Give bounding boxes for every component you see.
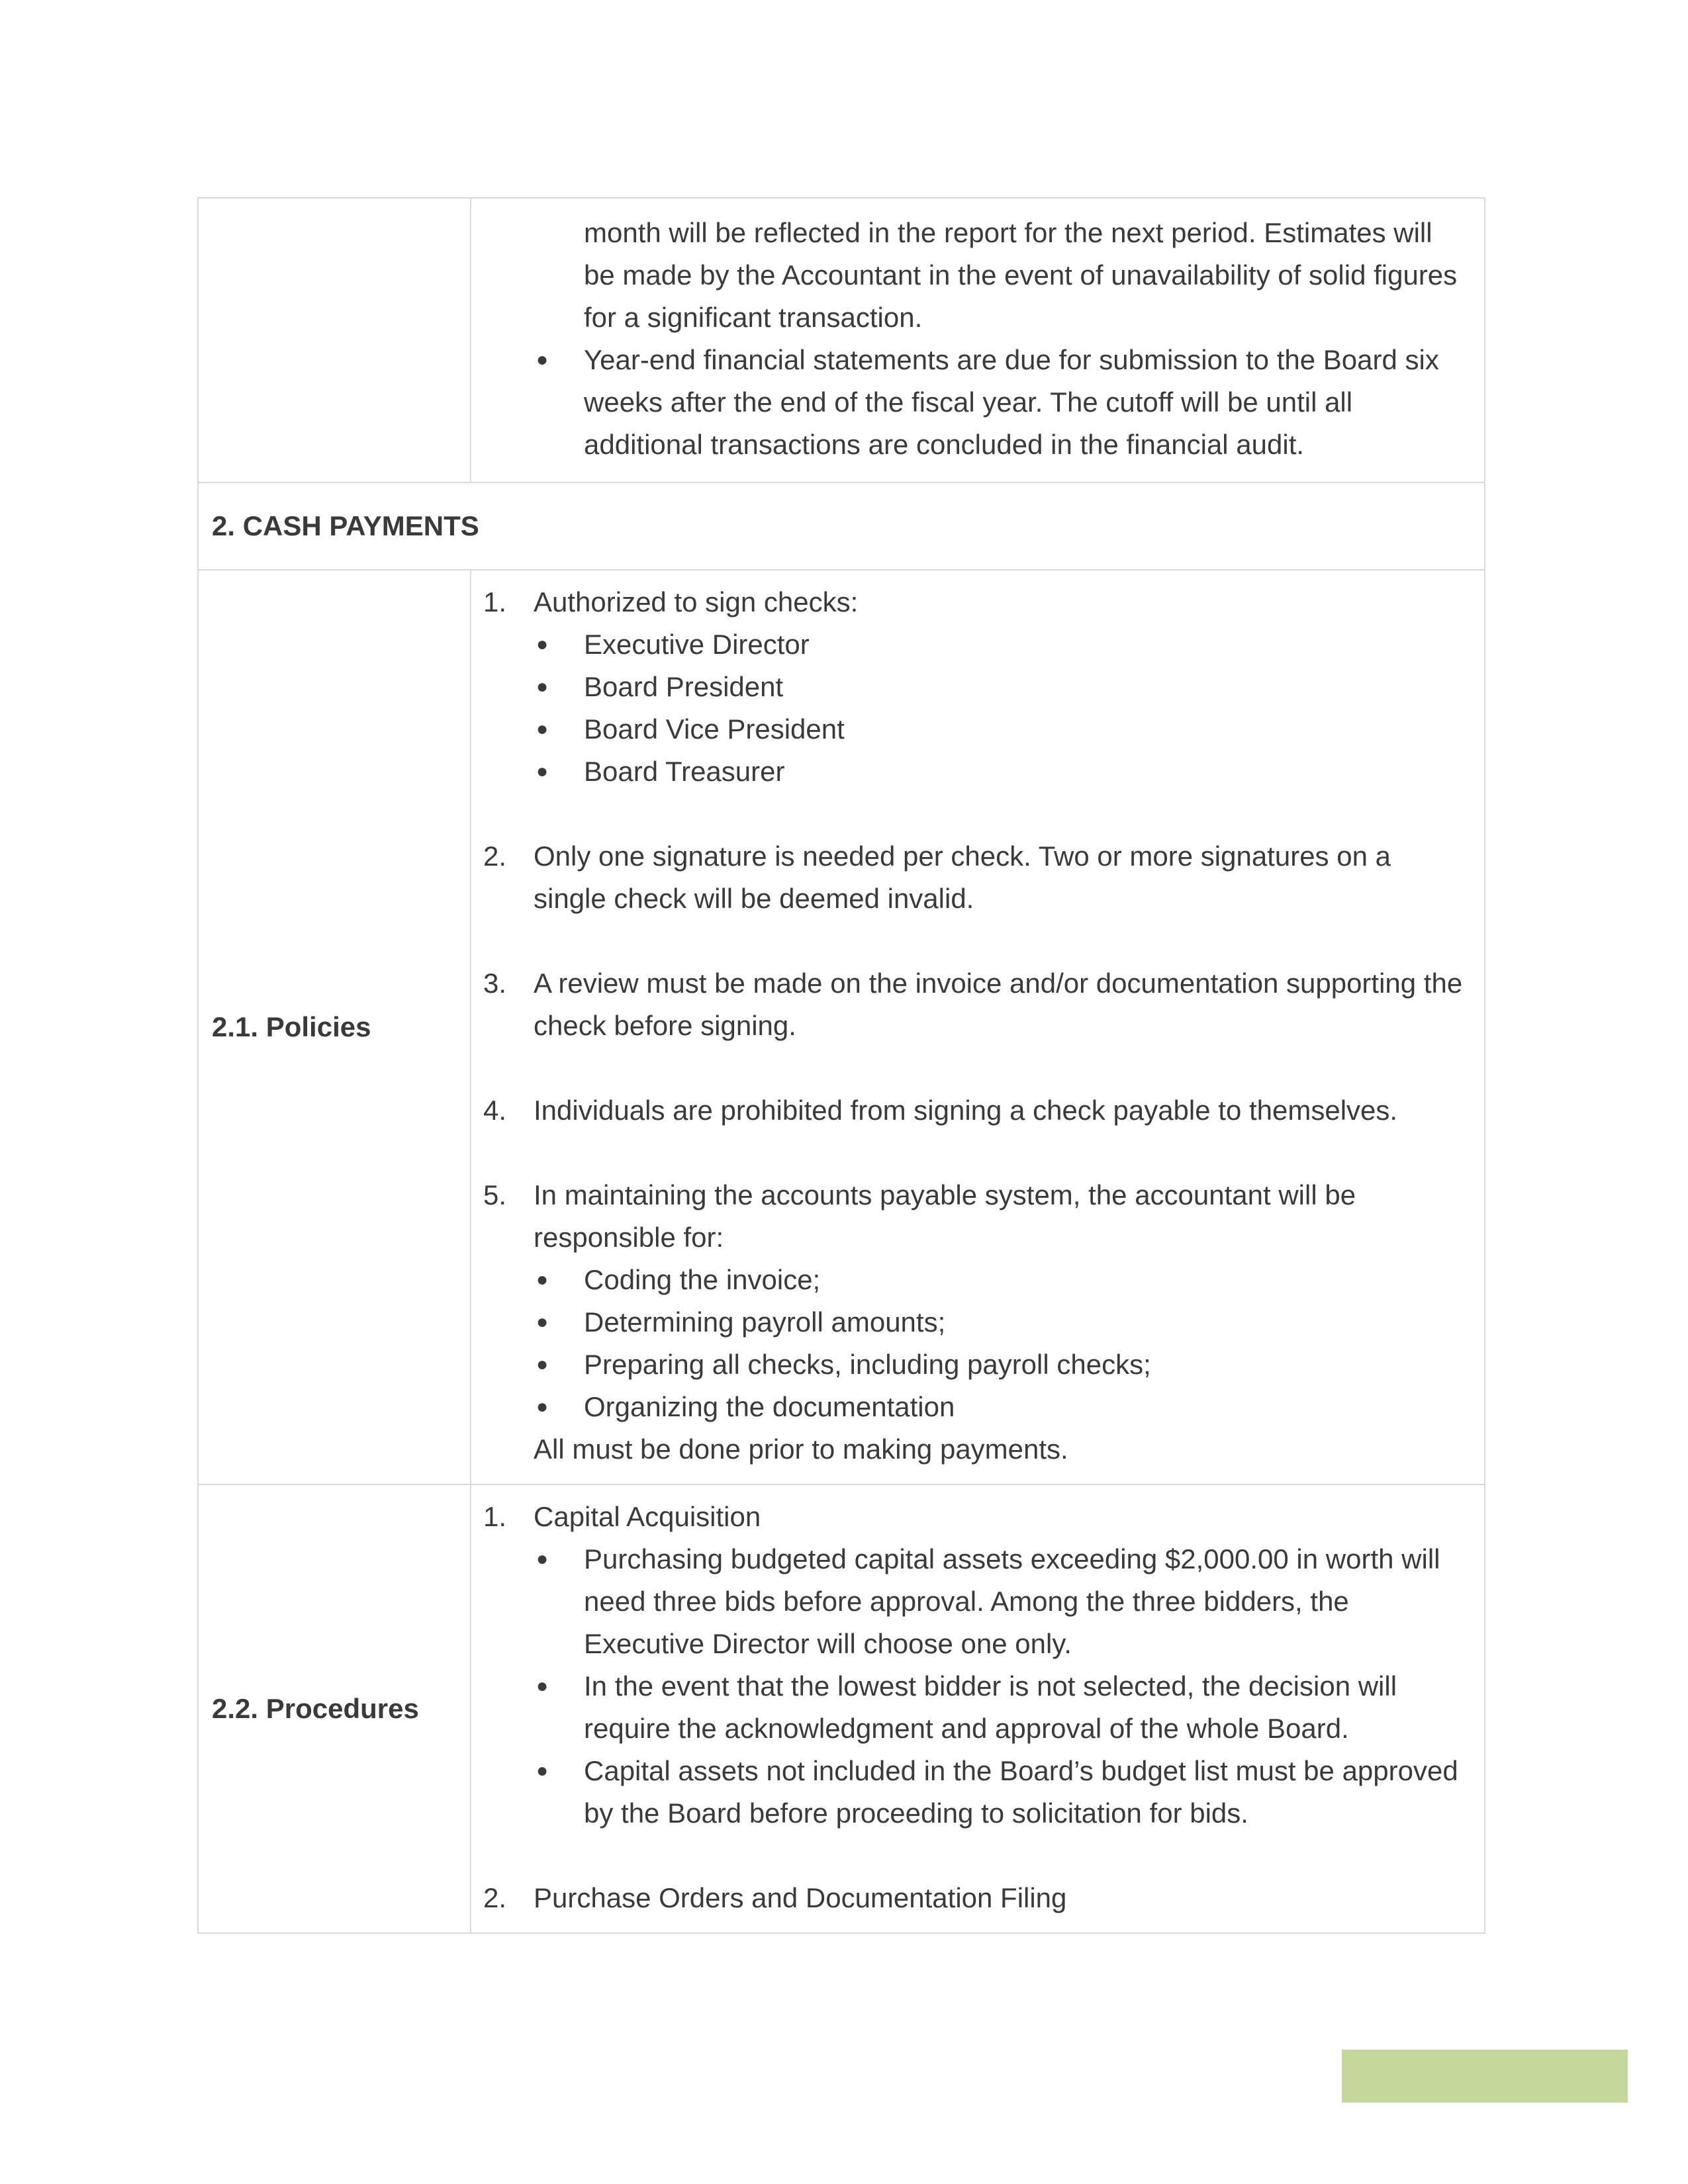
- content-cell: [471, 1484, 1485, 1933]
- bullet-icon: ●: [536, 718, 549, 740]
- list-item: [483, 581, 1468, 623]
- procedures-label: 2.2. Procedures: [212, 1693, 419, 1724]
- item-number: 1.: [483, 586, 507, 617]
- spacer: [483, 920, 1468, 962]
- list-item: [483, 708, 1468, 751]
- bullet-text: Capital assets not included in the Board’s budget list must be approved by the Board before proceeding to solicitation for bids.: [584, 1755, 1458, 1829]
- label-cell: [198, 570, 471, 1484]
- bullet-icon: ●: [536, 760, 549, 782]
- list-item: [483, 623, 1468, 666]
- list-item: [483, 835, 1468, 920]
- list-item: [483, 666, 1468, 708]
- bullet-icon: ●: [536, 1396, 549, 1418]
- spacer: [483, 1047, 1468, 1089]
- bullet-icon: ●: [536, 349, 549, 371]
- bullet-icon: ●: [536, 1548, 549, 1570]
- bullet-text: Organizing the documentation: [584, 1391, 955, 1422]
- list-item: [483, 1665, 1468, 1750]
- list-item: [483, 1538, 1468, 1665]
- section-heading-cell: [198, 482, 1485, 570]
- label-cell: [198, 1484, 471, 1933]
- spacer: [483, 1835, 1468, 1877]
- list-item: [483, 1386, 1468, 1428]
- item-text: Only one signature is needed per check. Two or more signatures on a single check will be deemed invalid.: [534, 841, 1391, 914]
- list-item: [483, 339, 1468, 466]
- policy-table: [197, 197, 1485, 1934]
- closing-text: All must be done prior to making payments.: [534, 1433, 1068, 1465]
- bullet-text: Board President: [584, 671, 784, 702]
- item-number: 1.: [483, 1501, 507, 1532]
- bullet-text: Year-end financial statements are due for submission to the Board six weeks after the end of the fiscal year. The cutoff will be until all additional transactions are concluded in the financial audit.: [584, 344, 1439, 460]
- bullet-icon: ●: [536, 676, 549, 698]
- bullet-text: In the event that the lowest bidder is not selected, the decision will require the acknowledgment and approval of the whole Board.: [584, 1670, 1397, 1744]
- list-item: [483, 1750, 1468, 1835]
- bullet-text: Determining payroll amounts;: [584, 1306, 946, 1338]
- bullet-text: Executive Director: [584, 629, 810, 660]
- bullet-icon: ●: [536, 1760, 549, 1782]
- list-item: [483, 751, 1468, 793]
- list-item: [483, 1877, 1468, 1919]
- content-cell: [471, 198, 1485, 482]
- continuation-text: month will be reflected in the report for the next period. Estimates will be made by the Accountant in the event of unavailability of solid figures for a significant transaction.: [584, 217, 1458, 333]
- table-row: [198, 198, 1485, 482]
- item-text: Authorized to sign checks:: [534, 586, 859, 617]
- item-number: 2.: [483, 1882, 507, 1913]
- bullet-icon: ●: [536, 1675, 549, 1697]
- bullet-text: Board Vice President: [584, 713, 845, 745]
- bullet-icon: ●: [536, 1269, 549, 1291]
- spacer: [483, 793, 1468, 835]
- item-number: 4.: [483, 1095, 507, 1126]
- list-item: [483, 1301, 1468, 1343]
- item-text: In maintaining the accounts payable system, the accountant will be responsible for:: [534, 1179, 1356, 1253]
- list-item: [483, 1259, 1468, 1301]
- empty-label-cell: [198, 198, 471, 482]
- item-number: 3.: [483, 968, 507, 999]
- item-text: Individuals are prohibited from signing a check payable to themselves.: [534, 1095, 1398, 1126]
- bullet-icon: ●: [536, 633, 549, 655]
- bullet-text: Preparing all checks, including payroll checks;: [584, 1349, 1151, 1380]
- list-item: [483, 1496, 1468, 1538]
- table-row: [198, 482, 1485, 570]
- item-text: Purchase Orders and Documentation Filing: [534, 1882, 1067, 1913]
- item-text: Capital Acquisition: [534, 1501, 761, 1532]
- bullet-icon: ●: [536, 1353, 549, 1375]
- bullet-text: Purchasing budgeted capital assets exceeding $2,000.00 in worth will need three bids before approval. Among the three bidders, the Executive Director will choose one only.: [584, 1543, 1440, 1659]
- list-item: [483, 1174, 1468, 1259]
- list-item: [483, 1343, 1468, 1386]
- list-item: [483, 962, 1468, 1047]
- bullet-icon: ●: [536, 1311, 549, 1333]
- table-row: [198, 1484, 1485, 1933]
- bullet-text: Board Treasurer: [584, 756, 785, 787]
- spacer: [483, 1132, 1468, 1174]
- policies-label: 2.1. Policies: [212, 1011, 371, 1042]
- item-text: A review must be made on the invoice and/or documentation supporting the check before signing.: [534, 968, 1463, 1041]
- footer-accent-bar: [1342, 2050, 1628, 2103]
- section-heading: 2. CASH PAYMENTS: [212, 510, 479, 541]
- list-item: [483, 1089, 1468, 1132]
- bullet-text: Coding the invoice;: [584, 1264, 821, 1295]
- item-number: 5.: [483, 1179, 507, 1210]
- table-row: [198, 570, 1485, 1484]
- item-number: 2.: [483, 841, 507, 872]
- content-cell: [471, 570, 1485, 1484]
